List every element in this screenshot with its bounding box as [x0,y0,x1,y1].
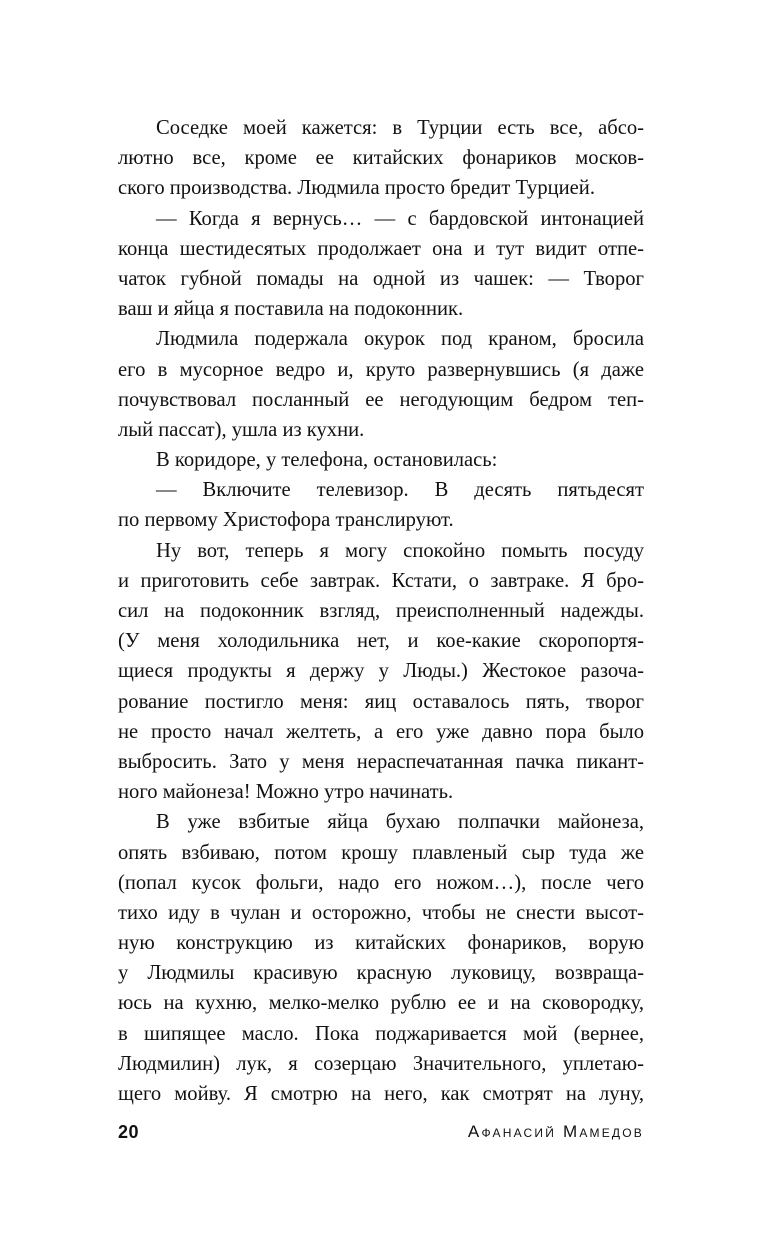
text-line: юсь на кухню, мелко-мелко рублю ее и на сковородку, [118,992,644,1015]
text-line: ского производства. Людмила просто бредит Турцией. [118,177,595,200]
text-line: у Людмилы красивую красную луковицу, возвраща- [118,962,644,985]
text-line: не просто начал желтеть, а его уже давно пора было [118,720,644,743]
page-footer [118,1120,644,1144]
text-line: в шипящее масло. Пока поджаривается мой (вернее, [118,1022,644,1045]
text-line: щего мойву. Я смотрю на него, как смотрят на луну, [118,1083,644,1105]
text-line: лый пассат), ушла из кухни. [118,418,365,441]
text-line: Ну вот, теперь я могу спокойно помыть посуду [156,539,644,562]
text-line: тихо иду в чулан и осторожно, чтобы не снести высот- [118,901,644,924]
text-line: Людмила подержала окурок под краном, бросила [156,328,644,351]
text-line: В уже взбитые яйца бухаю полпачки майонеза, [156,811,644,834]
text-line: лютно все, кроме ее китайских фонариков москов- [118,147,644,170]
text-line: — Когда я вернусь… — с бардовской интонацией [156,207,644,230]
text-line: опять взбиваю, потом крошу плавленый сыр туда же [118,841,644,864]
text-line: Людмилин) лук, я созерцаю Значительного, уплетаю- [118,1052,644,1075]
text-line: выбросить. Зато у меня нераспечатанная пачка пикант- [118,750,644,773]
text-line: сил на подоконник взгляд, преисполненный надежды. [118,600,644,622]
running-head-author: Афанасий Мамедов [467,1122,644,1141]
page-number: 20 [118,1121,140,1142]
text-line: Соседке моей кажется: в Турции есть все, абсо- [156,117,644,139]
text-line: и приготовить себе завтрак. Кстати, о завтраке. Я бро- [118,569,644,592]
text-line: (У меня холодильника нет, и кое-какие скоропортя- [118,630,644,653]
body-text [118,113,644,1109]
text-line: ваш и яйца я поставила на подоконник. [118,298,464,321]
text-line: почувствовал посланный ее негодующим бедром теп- [118,388,644,411]
text-line: по первому Христофора транслируют. [118,509,454,532]
text-line: ного майонеза! Можно утро начинать. [118,781,454,804]
text-line: ную конструкцию из китайских фонариков, ворую [118,932,644,955]
book-page [118,113,644,1109]
text-line: рование постигло меня: яиц оставалось пять, творог [118,690,644,713]
text-line: В коридоре, у телефона, остановилась: [156,449,498,472]
text-line: чаток губной помады на одной из чашек: — Творог [118,267,644,290]
text-line: щиеся продукты я держу у Люды.) Жестокое разоча- [118,660,644,683]
text-line: его в мусорное ведро и, круто развернувшись (я даже [118,358,644,381]
text-line: конца шестидесятых продолжает она и тут видит отпе- [118,237,644,260]
text-line: (попал кусок фольги, надо его ножом…), после чего [118,871,644,894]
text-line: — Включите телевизор. В десять пятьдесят [156,479,644,502]
